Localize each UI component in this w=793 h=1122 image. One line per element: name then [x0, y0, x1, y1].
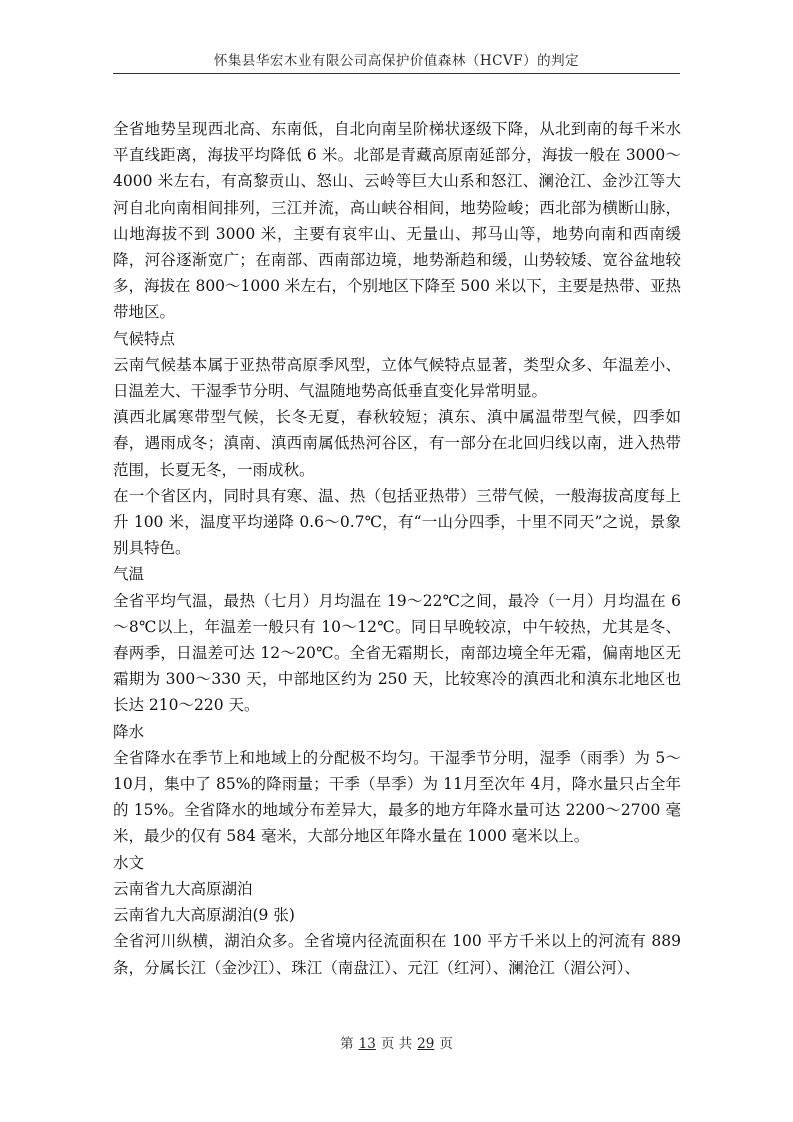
terrain-paragraph: 全省地势呈现西北高、东南低，自北向南呈阶梯状逐级下降，从北到南的每千米水平直线距离，海拔平均降低 6 米。北部是青藏高原南延部分，海拔一般在 3000～4000 米左右，有高黎贡山、怒山、云岭等巨大山系和怒江、澜沧江、金沙江等大河自北向南相间排列，三江并流，高山峡谷相间，地势险峻；西北部为横断山脉，山地海拔不到 3000 米，主要有哀牢山、无量山、邦马山等，地势向南和西南缓降，河谷逐渐宽广；在南部、西南部边境，地势渐趋和缓，山势较矮、宽谷盆地较多，海拔在 800～1000 米左右，个别地区下降至 500 米以下，主要是热带、亚热带地区。 [113, 120, 681, 322]
lakes-caption: 云南省九大高原湖泊(9 张) [113, 906, 295, 925]
precipitation-paragraph: 全省降水在季节上和地域上的分配极不均匀。干湿季节分明，湿季（雨季）为 5～10月，集中了 85%的降雨量；干季（旱季）为 11月至次年 4月，降水量只占全年的 15%。全省降水的地域分布差异大，最多的地方年降水量可达 2200～2700 毫米，最少的仅有 584 毫米，大部分地区年降水量在 1000 毫米以上。 [113, 748, 681, 846]
total-page-count: 29 [417, 1036, 435, 1052]
climate-heading: 气候特点 [113, 329, 176, 348]
precipitation-heading: 降水 [113, 722, 145, 741]
climate-paragraph-1: 云南气候基本属于亚热带高原季风型，立体气候特点显著，类型众多、年温差小、日温差大、干湿季节分明、气温随地势高低垂直变化异常明显。 [113, 355, 681, 401]
page-prefix: 第 [340, 1036, 354, 1052]
climate-paragraph-2: 滇西北属寒带型气候，长冬无夏，春秋较短；滇东、滇中属温带型气候，四季如春，遇雨成冬；滇南、滇西南属低热河谷区，有一部分在北回归线以南，进入热带范围，长夏无冬，一雨成秋。 [113, 408, 681, 479]
rivers-paragraph: 全省河川纵横，湖泊众多。全省境内径流面积在 100 平方千米以上的河流有 889条，分属长江（金沙江）、珠江（南盘江）、元江（红河）、澜沧江（湄公河）、 [113, 932, 681, 977]
page-header-title: 怀集县华宏木业有限公司高保护价值森林（HCVF）的判定 [213, 53, 580, 69]
climate-paragraph-3: 在一个省区内，同时具有寒、温、热（包括亚热带）三带气候，一般海拔高度每上升 100 米，温度平均递降 0.6～0.7℃，有“一山分四季，十里不同天”之说，景象别具特色。 [113, 486, 681, 558]
page-footer [0, 1032, 793, 1052]
header-divider [113, 73, 680, 74]
page-middle: 页 共 [380, 1036, 413, 1052]
temperature-paragraph: 全省平均气温，最热（七月）月均温在 19～22℃之间，最冷（一月）月均温在 6～8℃以上，年温差一般只有 10～12℃。同日早晚较凉，中午较热，尤其是冬、春两季，日温差可达 12～20℃。全省无霜期长，南部边境全年无霜，偏南地区无霜期为 300～330 天，中部地区约为 250 天，比较寒冷的滇西北和滇东北地区也长达 210～220 天。 [113, 591, 681, 715]
hydrology-heading: 水文 [113, 853, 145, 872]
lakes-heading: 云南省九大高原湖泊 [113, 879, 253, 898]
document-body [113, 116, 681, 981]
temperature-heading: 气温 [113, 565, 145, 584]
page-suffix: 页 [439, 1036, 453, 1052]
current-page-number: 13 [358, 1036, 376, 1052]
